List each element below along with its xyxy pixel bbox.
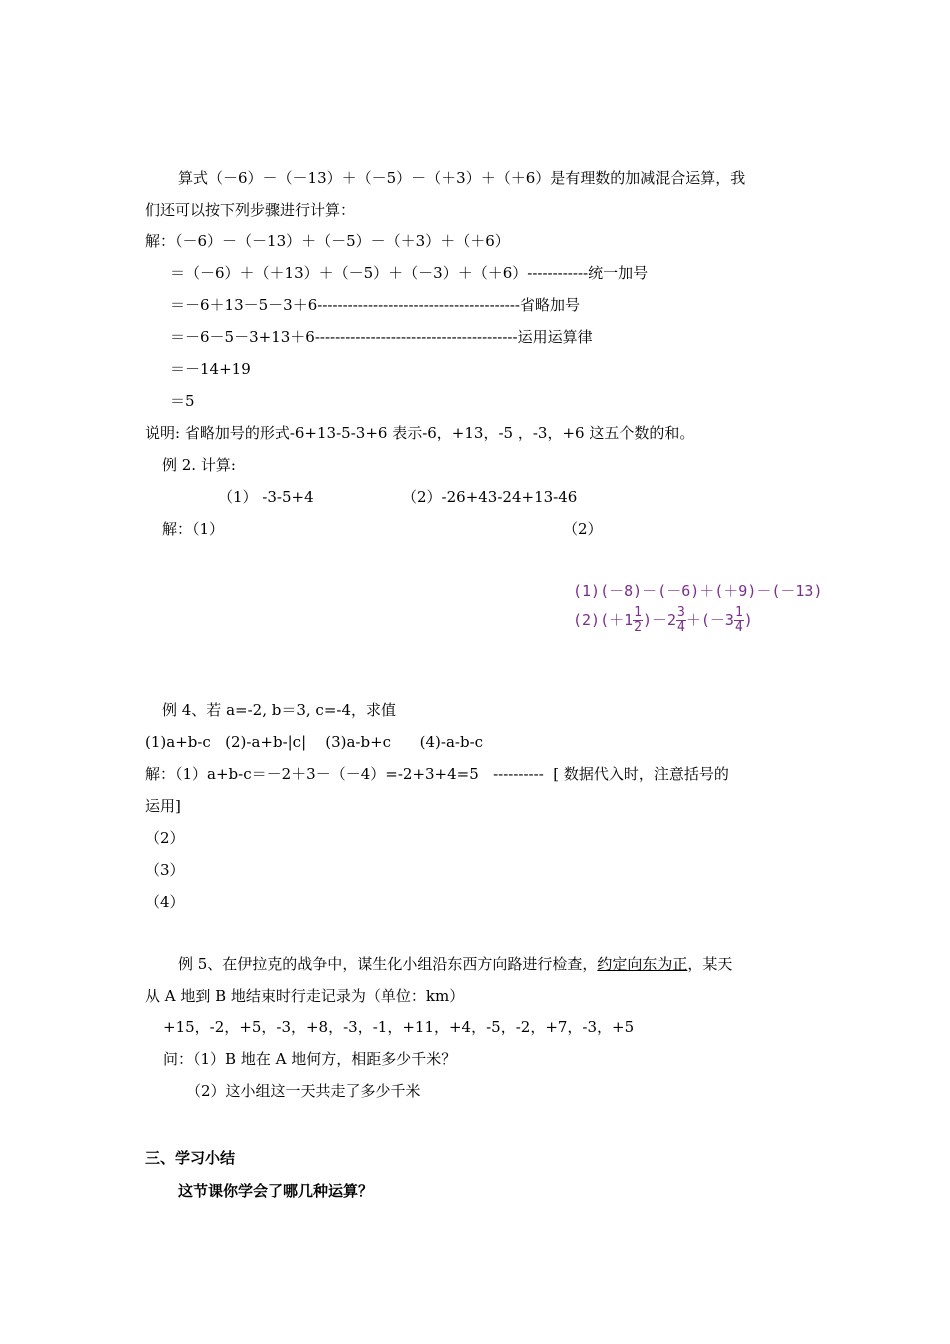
fraction-denominator: 4 <box>677 620 685 635</box>
example4-solution-1: 解：（1）a+b-c＝－2＋3－（－4）=-2+3+4=5 ---------- [ 数据代入时，注意括号的 <box>145 765 729 783</box>
example4-solution-1-cont: 运用] <box>145 797 181 815</box>
fraction-numerator: 1 <box>734 605 743 620</box>
exercise-line-2-pre: (2)(＋1 <box>573 611 634 629</box>
solution-line-1: ＝（－6）＋（＋13）＋（－5）＋（－3）＋（＋6）------------统一加号 <box>170 264 649 282</box>
example2-problem-2: （2）-26+43-24+13-46 <box>402 488 578 506</box>
exercise-line-2-mid: )－2 <box>642 611 677 629</box>
example5-line-1 <box>178 954 732 974</box>
example5-question-2: （2）这小组这一天共走了多少千米 <box>186 1082 421 1100</box>
example4-solution-2: （2） <box>145 829 185 847</box>
solution-line-2: ＝－6＋13－5－3＋6----------------------------------------省略加号 <box>170 296 580 314</box>
example5-underlined-term: 约定向东为正 <box>597 955 688 973</box>
summary-question: 这节课你学会了哪几种运算？ <box>178 1182 374 1200</box>
solution-line-5: ＝5 <box>170 392 195 410</box>
example2-solution-label: 解：（1） <box>162 520 225 538</box>
example2-solution-2-label: （2） <box>563 520 603 538</box>
exercise-line-2-mid2: ＋(－3 <box>685 611 734 629</box>
fraction-denominator: 4 <box>734 620 743 635</box>
example5-line-2: 从 A 地到 B 地结束时行走记录为（单位：km） <box>145 987 465 1005</box>
example5-question-1: 问：（1）B 地在 A 地何方，相距多少千米？ <box>163 1050 457 1068</box>
exercise-line-2 <box>573 606 753 635</box>
example4-solution-3: （3） <box>145 861 185 879</box>
solution-line-3: ＝－6－5－3+13＋6----------------------------------------运用运算律 <box>170 328 593 346</box>
example5-line-1-pre: 例 5、在伊拉克的战争中，谋生化小组沿东西方向路进行检查， <box>178 955 598 973</box>
fraction-numerator: 1 <box>634 605 642 620</box>
intro-line-1: 算式（－6）－（－13）＋（－5）－（＋3）＋（＋6）是有理数的加减混合运算，我 <box>178 169 746 187</box>
example5-record: +15，-2，+5，-3，+8，-3，-1，+11，+4，-5，-2，+7，-3，+5 <box>163 1018 635 1036</box>
note-text: 说明: 省略加号的形式-6+13-5-3+6 表示-6，+13，-5 ，-3，+6 这五个数的和。 <box>145 424 695 442</box>
fraction-denominator: 2 <box>634 620 642 635</box>
example2-problem-1: （1） -3-5+4 <box>218 488 314 506</box>
fraction-quarter <box>734 606 744 635</box>
exercise-line-2-end: ) <box>743 611 753 629</box>
fraction-numerator: 3 <box>677 605 685 620</box>
example4-items: (1)a+b-c (2)-a+b-|c| (3)a-b+c (4)-a-b-c <box>145 733 484 751</box>
intro-line-2: 们还可以按下列步骤进行计算： <box>145 201 356 219</box>
fraction-three-quarters <box>676 606 686 635</box>
example5-line-1-post: ，某天 <box>687 955 733 973</box>
solution-line-0: 解：（－6）－（－13）＋（－5）－（＋3）＋（＋6） <box>145 232 510 250</box>
fraction-half <box>633 606 643 635</box>
example2-title: 例 2. 计算: <box>162 456 236 474</box>
example4-solution-4: （4） <box>145 893 185 911</box>
solution-line-4: ＝－14+19 <box>170 360 251 378</box>
summary-heading: 三、学习小结 <box>145 1149 236 1167</box>
exercise-line-1: (1)(－8)－(－6)＋(＋9)－(－13) <box>573 582 823 600</box>
example4-title: 例 4、若 a=-2, b＝3, c=-4，求值 <box>162 701 397 719</box>
